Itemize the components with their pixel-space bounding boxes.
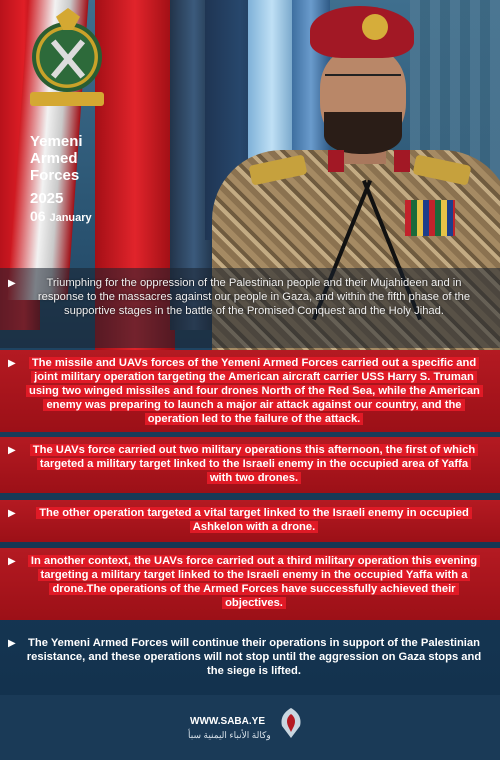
date-month: January [49, 212, 92, 224]
closing-paragraph: The Yemeni Armed Forces will continue their operations in support of the Palestinian resistance, and these operations will not stop until the aggression on Gaza stops and the siege is lifted. [26, 637, 482, 677]
statement-text: In another context, the UAVs force carried out a third military operation this evening targeting a military target linked to the Israeli enemy in the occupied Yaffa with a drone.The operations of the Armed Forces have successfully achieved their objectives. [28, 555, 480, 609]
agency-name-arabic: وكالة الأنباء اليمنية سبأ [188, 730, 271, 740]
bullet-icon: ▶ [8, 445, 16, 456]
org-title: Yemeni Armed Forces [30, 133, 83, 184]
collar-tab [328, 150, 344, 172]
bullet-icon: ▶ [8, 556, 16, 567]
intro-paragraph: Triumphing for the oppression of the Palestinian people and their Mujahideen and in response to the massacres against our people in Gaza, and within the fifth phase of the supportive stages in the battle of the Promised Conquest and the Holy Jihad. [37, 277, 471, 317]
date-day-month [30, 208, 92, 224]
medal-ribbons [405, 200, 455, 236]
bullet-icon: ▶ [8, 508, 16, 519]
bullet-icon: ▶ [8, 358, 16, 369]
date-year: 2025 [30, 190, 64, 207]
statement-text: The missile and UAVs forces of the Yemeni Armed Forces carried out a specific and joint military operation targeting the American aircraft carrier USS Harry S. Truman using two winged missiles and four drones North of the Red Sea, while the American enemy was preparing to launch a major air attack against our country, and the operation led to the failure of the attack. [26, 357, 483, 425]
statement-paragraph [26, 506, 482, 534]
statement-paragraph [26, 554, 482, 610]
statement-paragraph [26, 356, 482, 426]
bullet-icon: ▶ [8, 638, 16, 649]
date-day: 06 [30, 208, 46, 224]
saba-logo-icon [276, 706, 306, 740]
glasses [325, 74, 401, 88]
armed-forces-emblem-icon [28, 8, 108, 108]
bullet-icon: ▶ [8, 278, 16, 289]
beard [324, 112, 402, 154]
footer-bar [0, 695, 500, 760]
website-link[interactable]: WWW.SABA.YE [190, 716, 265, 727]
emblem-banner [30, 92, 104, 106]
statement-text: The UAVs force carried out two military operations this afternoon, the first of which targeted a military target linked to the Israeli enemy in the occupied area of Yaffa with two drones. [30, 444, 478, 484]
statement-paragraph [26, 443, 482, 485]
statement-text: The other operation targeted a vital target linked to the Israeli enemy in occupied Ashkelon with a drone. [36, 507, 472, 533]
collar-tab [394, 150, 410, 172]
beret-badge-icon [362, 14, 388, 40]
